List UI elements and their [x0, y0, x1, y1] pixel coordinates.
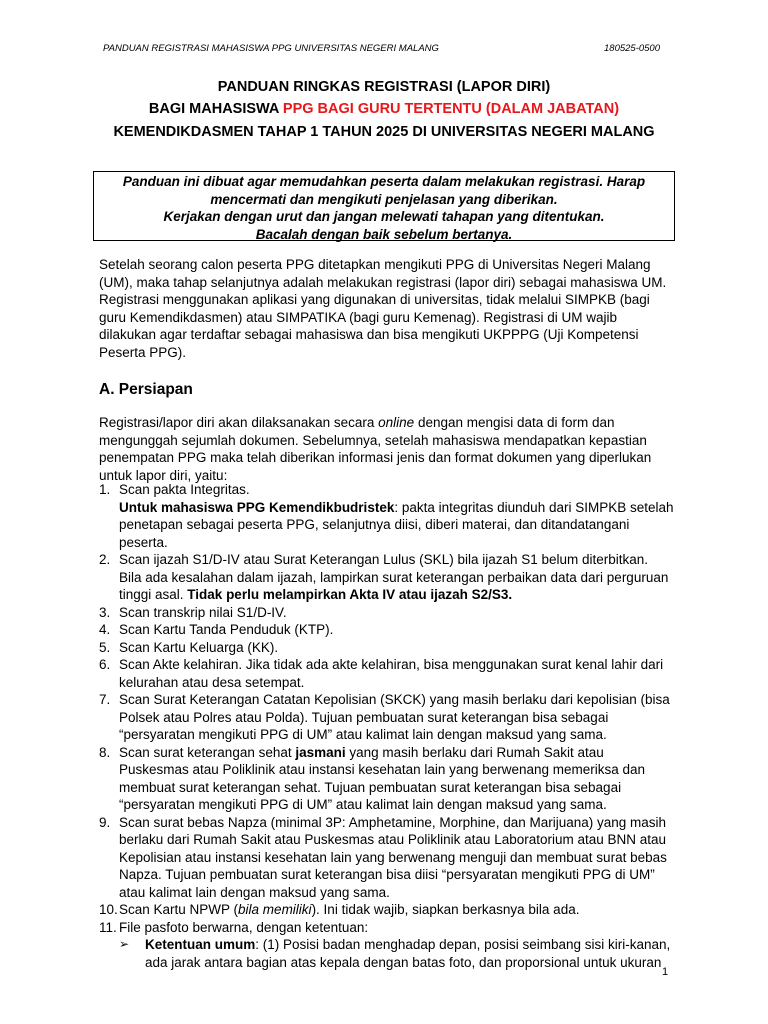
item-text: yang masih berlaku dari Rumah Sakit atau Puskesmas atau Poliklinik atau instansi kesehatan lain yang berwenang memeriksa dan membuat surat keterangan sehat. Tujuan pembuatan surat keterangan bisa sebagai “persyaratan mengikuti PPG di UM” atau kalimat lain dengan maksud yang sama.	[119, 744, 646, 812]
item-bold: jasmani	[295, 744, 346, 760]
emphasis: online	[378, 415, 415, 430]
notice-line: Bacalah dengan baik sebelum bertanya.	[255, 226, 513, 242]
list-item	[99, 551, 674, 604]
item-number: 1.	[99, 482, 111, 497]
item-emphasis: bila memiliki	[238, 902, 312, 917]
list-item	[99, 814, 674, 902]
header-code: 180525-0500	[604, 43, 660, 54]
page-number: 1	[662, 966, 669, 978]
notice-box	[93, 171, 675, 241]
list-item	[99, 481, 674, 551]
item-text: Scan Kartu Keluarga (KK).	[119, 639, 279, 655]
item-number: 9.	[99, 814, 111, 830]
section-heading: A. Persiapan	[99, 381, 193, 398]
item-text: Scan transkrip nilai S1/D-IV.	[119, 604, 287, 620]
list-item	[99, 639, 674, 657]
item-number: 3.	[99, 604, 111, 620]
item-number: 5.	[99, 639, 111, 655]
item-bold: Tidak perlu melampirkan Akta IV atau ijazah S2/S3.	[187, 587, 513, 602]
item-text: Scan Kartu NPWP (	[119, 902, 239, 917]
item-number: 7.	[99, 692, 111, 707]
notice-line: mencermati dan mengikuti penjelasan yang diberikan.	[210, 191, 558, 207]
item-number: 11.	[99, 919, 117, 935]
arrow-bullet-icon: ➢	[119, 937, 130, 951]
text: dengan mengisi data di form dan mengunggah sejumlah dokumen. Sebelumnya, setelah mahasiswa mendapatkan kepastian penempatan PPG maka telah diberikan informasi jenis dan format dokumen yang diperlukan untuk lapor diri, yaitu:	[99, 415, 652, 483]
header-title: PANDUAN REGISTRASI MAHASISWA PPG UNIVERSITAS NEGERI MALANG	[103, 43, 439, 54]
sub-item	[119, 936, 674, 971]
item-text: File pasfoto berwarna, dengan ketentuan:	[119, 919, 369, 935]
item-number: 6.	[99, 657, 111, 672]
notice-line: Kerjakan dengan urut dan jangan melewati tahapan yang ditentukan.	[163, 209, 605, 224]
item-number: 2.	[99, 552, 111, 567]
list-item	[99, 901, 674, 919]
title-highlight: PPG BAGI GURU TERTENTU (DALAM JABATAN)	[282, 101, 620, 117]
sub-item-text: : (1) Posisi badan menghadap depan, posisi seimbang sisi kiri-kanan, ada jarak antara bagian atas kepala dengan batas foto, dan proporsional untuk ukuran	[145, 937, 671, 970]
item-text: Scan surat keterangan sehat	[119, 744, 296, 760]
list-item	[99, 604, 674, 622]
text: Registrasi/lapor diri akan dilaksanakan secara	[99, 415, 379, 430]
item-number: 4.	[99, 622, 111, 637]
item-text: Scan Akte kelahiran. Jika tidak ada akte kelahiran, bisa menggunakan surat kenal lahir dari kelurahan atau desa setempat.	[119, 657, 664, 690]
running-header	[103, 43, 660, 54]
item-text: Scan ijazah S1/D-IV atau Surat Keterangan Lulus (SKL) bila ijazah S1 belum diterbitkan. Bila ada kesalahan dalam ijazah, lampirkan surat keterangan perbaikan data dari perguruan tinggi asal.	[119, 552, 669, 602]
intro-paragraph: Setelah seorang calon peserta PPG ditetapkan mengikuti PPG di Universitas Negeri Malang (UM), maka tahap selanjutnya adalah melakukan registrasi (lapor diri) sebagai mahasiswa UM. Registrasi menggunakan aplikasi yang digunakan di universitas, tidak melalui SIMPKB (bagi guru Kemendikdasmen) atau SIMPATIKA (bagi guru Kemenag). Registrasi di UM wajib dilakukan agar terdaftar sebagai mahasiswa dan bisa mengikuti UKPPPG (Uji Kompetensi Peserta PPG).	[99, 257, 667, 360]
list-item	[99, 621, 674, 639]
doc-title-line2	[0, 101, 768, 117]
list-item	[99, 744, 674, 814]
notice-line: Panduan ini dibuat agar memudahkan peserta dalam melakukan registrasi. Harap	[122, 174, 646, 189]
list-item	[99, 656, 674, 691]
section-intro	[99, 414, 674, 484]
sub-item-bold: Ketentuan umum	[145, 937, 256, 952]
item-bold: Untuk mahasiswa PPG Kemendikbudristek	[119, 499, 395, 515]
item-text: Scan surat bebas Napza (minimal 3P: Amphetamine, Morphine, dan Marijuana) yang masih berlaku dari Rumah Sakit atau Puskesmas atau Poliklinik atau Laboratorium atau BNN atau Kepolisian atau instansi kesehatan lain yang berwenang menguji dan membuat surat bebas Napza. Tujuan pembuatan surat keterangan bisa diisi “persyaratan mengikuti PPG di UM” atau kalimat lain dengan maksud yang sama.	[119, 814, 667, 900]
item-text: ). Ini tidak wajib, siapkan berkasnya bila ada.	[311, 902, 580, 917]
document-list	[99, 481, 674, 971]
doc-title-line1: PANDUAN RINGKAS REGISTRASI (LAPOR DIRI)	[217, 79, 551, 95]
doc-title-line3: KEMENDIKDASMEN TAHAP 1 TAHUN 2025 DI UNIVERSITAS NEGERI MALANG	[113, 124, 655, 140]
list-item	[99, 691, 674, 744]
item-text: : pakta integritas diunduh dari SIMPKB setelah penetapan sebagai peserta PPG, selanjutnya diisi, diberi materai, dan ditandatangani peserta.	[119, 499, 674, 550]
item-number: 10.	[99, 902, 118, 917]
item-text: Scan pakta Integritas.	[119, 482, 250, 497]
list-item	[99, 919, 674, 972]
item-text: Scan Kartu Tanda Penduduk (KTP).	[119, 622, 334, 637]
item-number: 8.	[99, 744, 111, 760]
item-text: Scan Surat Keterangan Catatan Kepolisian (SKCK) yang masih berlaku dari kepolisian (bisa Polsek atau Polres atau Polda). Tujuan pembuatan surat keterangan bisa sebagai “persyaratan mengikuti PPG di UM” atau kalimat lain dengan maksud yang sama.	[119, 692, 670, 742]
title-prefix: BAGI MAHASISWA	[148, 101, 283, 117]
